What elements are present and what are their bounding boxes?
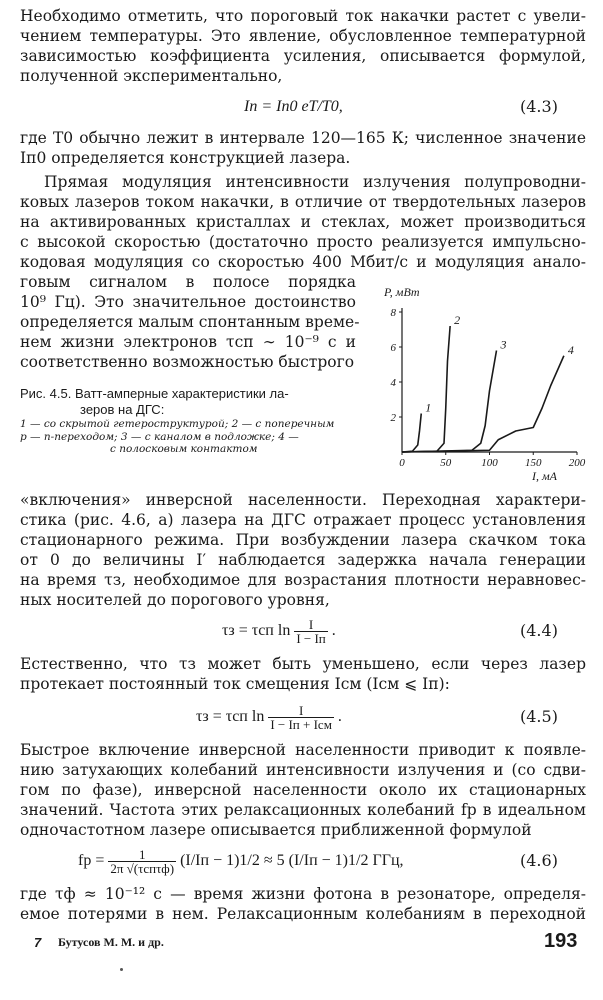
y-tick-label: 2 — [390, 412, 396, 424]
equation-number: (4.6) — [520, 851, 558, 870]
x-tick-label: 150 — [525, 457, 542, 469]
chart-axes — [402, 308, 577, 452]
caption-legend-line: с полосковым контактом — [110, 443, 258, 455]
text-line: полученной экспериментально, — [20, 67, 283, 85]
figure-caption — [20, 386, 360, 456]
text-line: емое потерями в нем. Релаксационным колебаниям в переходной — [20, 905, 586, 923]
footer-authors: Бутусов М. М. и др. — [58, 935, 164, 949]
text-line: 10⁹ Гц). Это значительное достоинство — [20, 293, 356, 311]
eq-lhs: τз = τсп ln — [196, 708, 265, 726]
equation-4-3: Iп = Iп0 eT/T0, — [244, 98, 343, 115]
eq-tail: . — [331, 622, 336, 640]
equation-4-6 — [78, 848, 404, 875]
eq-denominator: I − Iп + Iсм — [270, 717, 332, 732]
print-speck — [120, 968, 123, 971]
chart-ticks — [391, 307, 586, 469]
eq-tail: . — [337, 708, 342, 726]
series-label-2: 2 — [454, 313, 461, 327]
signature-mark: 7 — [34, 935, 42, 950]
text-line: чением температуры. Это явление, обусловленное температурной — [20, 27, 586, 45]
equation-number: (4.5) — [520, 707, 558, 726]
x-tick-label: 0 — [399, 457, 405, 469]
eq-lhs: fр = — [78, 852, 105, 870]
text-line: ных носителей до порогового уровня, — [20, 591, 330, 609]
text-line: ковых лазеров током накачки, в отличие от твердотельных лазеров — [20, 193, 586, 211]
text-line: Быстрое включение инверсной населенности приводит к появле- — [20, 741, 586, 759]
text-line: Естественно, что τз может быть уменьшено, если через лазер — [20, 655, 586, 673]
text-line: гом по фазе), инверсной населенности около их стационарных — [20, 781, 586, 799]
series-label-4: 4 — [567, 342, 574, 357]
x-axis-label: I, мА — [532, 469, 557, 483]
eq-fraction — [294, 618, 327, 645]
text-line: зависимостью коэффициента усиления, описывается формулой, — [20, 47, 586, 65]
text-line: нем жизни электронов τсп ∼ 10⁻⁹ с и — [20, 333, 356, 351]
caption-title: Рис. 4.5. Ватт-амперные характеристики ла- — [20, 386, 289, 401]
series-line-1 — [402, 414, 421, 453]
chart-series — [402, 313, 574, 452]
equation-number: (4.3) — [520, 97, 558, 116]
x-tick-label: 100 — [481, 457, 498, 469]
text-line: говым сигналом в полосе порядка — [20, 273, 356, 291]
caption-legend-line: 1 — со скрытой гетероструктурой; 2 — с поперечным — [20, 418, 335, 430]
eq-numerator: I — [268, 704, 334, 718]
y-tick-label: 6 — [390, 342, 396, 354]
text-line: на активированных кристаллах и стеклах, может производиться — [20, 213, 586, 231]
series-label-1: 1 — [425, 400, 432, 415]
text-line: стика (рис. 4.6, а) лазера на ДГС отражает процесс установления — [20, 511, 586, 529]
x-tick-label: 200 — [568, 457, 586, 469]
series-line-2 — [402, 326, 450, 452]
eq-numerator: 1 — [108, 848, 176, 862]
y-tick-label: 8 — [390, 307, 396, 319]
equation-number: (4.4) — [520, 621, 558, 640]
caption-legend-line: p — n-переходом; 3 — с каналом в подложке; 4 — — [20, 430, 299, 443]
text-line: на время τз, необходимое для возрастания плотности неравновес- — [20, 571, 586, 589]
power-current-chart — [372, 280, 592, 485]
y-tick-label: 4 — [390, 377, 396, 389]
text-line: с высокой скоростью (достаточно просто реализуется импульсно- — [20, 233, 586, 251]
y-axis-label: P, мВт — [384, 285, 420, 299]
text-line: значений. Частота этих релаксационных колебаний fр в идеальном — [20, 801, 586, 819]
eq-denominator: I − Iп — [296, 631, 326, 646]
series-label-3: 3 — [500, 337, 507, 352]
text-line: где τф ≈ 10⁻¹² с — время жизни фотона в резонаторе, определя- — [20, 885, 586, 903]
eq-fraction — [268, 704, 334, 731]
text-line: Iп0 определяется конструкцией лазера. — [20, 149, 351, 167]
text-line: одночастотном лазере описывается приближенной формулой — [20, 821, 532, 839]
x-tick-label: 50 — [440, 457, 452, 469]
eq-denominator: 2π √(τспτф) — [110, 861, 175, 876]
text-line: Прямая модуляция интенсивности излучения полупроводни- — [44, 173, 586, 191]
text-line: где T0 обычно лежит в интервале 120—165 К; численное значение — [20, 129, 586, 147]
eq-numerator: I — [294, 618, 327, 632]
page-number: 193 — [544, 930, 578, 952]
text-line: протекает постоянный ток смещения Iсм (Iсм ⩽ Iп): — [20, 675, 450, 693]
eq-fraction — [108, 848, 176, 875]
text-line: Необходимо отметить, что пороговый ток накачки растет с увели- — [20, 7, 586, 25]
text-line: нию затухающих колебаний интенсивности излучения и (со сдви- — [20, 761, 586, 779]
eq-body: (I/Iп − 1)1/2 ≈ 5 (I/Iп − 1)1/2 ГГц, — [180, 852, 404, 870]
text-line: «включения» инверсной населенности. Переходная характери- — [20, 491, 586, 509]
caption-title-cont: зеров на ДГС: — [80, 402, 165, 417]
eq-lhs: τз = τсп ln — [222, 622, 291, 640]
text-line: стационарного режима. При возбуждении лазера скачком тока — [20, 531, 586, 549]
text-line: от 0 до величины I′ наблюдается задержка начала генерации — [20, 551, 586, 569]
series-line-3 — [402, 351, 497, 453]
text-line: определяется малым спонтанным време- — [20, 313, 360, 331]
equation-4-4 — [222, 618, 336, 645]
text-line: кодовая модуляция со скоростью 400 Мбит/с и модуляция анало- — [20, 253, 586, 271]
text-line: соответственно возможностью быстрого — [20, 353, 355, 371]
equation-4-5 — [196, 704, 342, 731]
